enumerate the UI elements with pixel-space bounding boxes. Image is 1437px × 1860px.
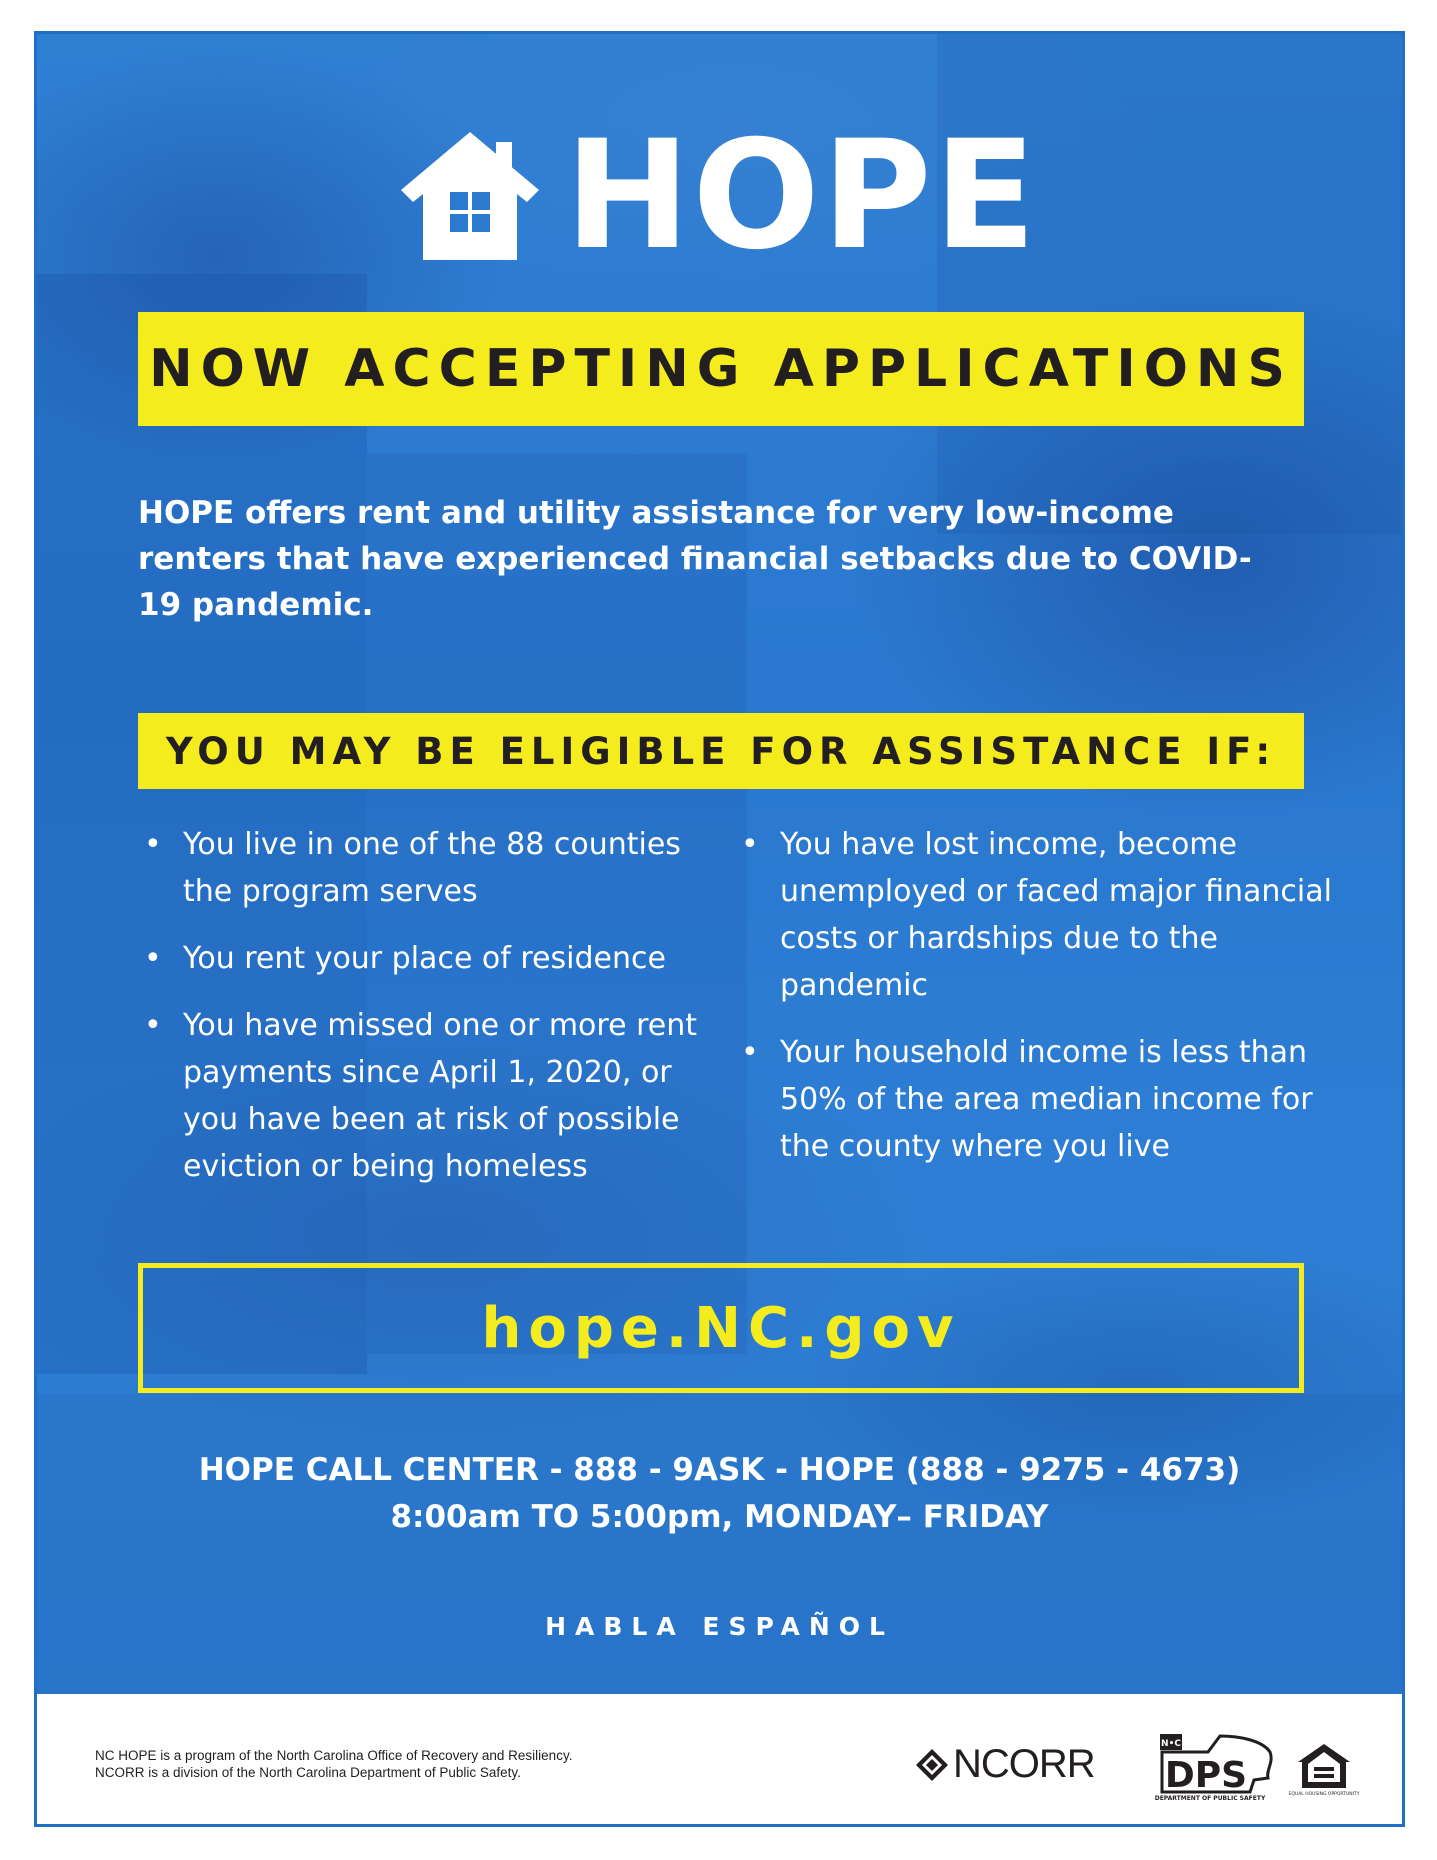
dps-main-text: DPS <box>1164 1755 1248 1796</box>
bullet: • <box>144 941 162 976</box>
criteria-list-left <box>138 821 728 1210</box>
footer-line-2: NCORR is a division of the North Carolina Department of Public Safety. <box>95 1765 521 1780</box>
footer <box>37 1694 1402 1824</box>
criterion-text: You live in one of the 88 counties the program serves <box>183 827 681 909</box>
list-item <box>138 935 728 982</box>
list-item <box>735 1029 1335 1170</box>
eligibility-heading: YOU MAY BE ELIGIBLE FOR ASSISTANCE IF: <box>165 729 1277 773</box>
criterion-text: Your household income is less than 50% of the area median income for the county where you live <box>780 1035 1313 1164</box>
criterion-text: You have lost income, become unemployed or faced major financial costs or hardships due to the pandemic <box>780 827 1332 1003</box>
intro-paragraph <box>138 490 1258 628</box>
bullet: • <box>741 827 759 862</box>
logo-wordmark: HOPE <box>564 109 1039 283</box>
equal-housing-icon <box>1288 1742 1360 1802</box>
criterion-text: You have missed one or more rent payments since April 1, 2020, or you have been at risk of possible eviction or being homeless <box>183 1008 697 1184</box>
now-accepting-banner <box>138 312 1304 426</box>
bullet: • <box>741 1035 759 1070</box>
list-item <box>138 1002 728 1190</box>
eho-text: EQUAL HOUSING OPPORTUNITY <box>1288 1792 1360 1797</box>
call-center-info <box>37 1447 1402 1541</box>
ncorr-wordmark: NCORR <box>953 1742 1095 1786</box>
call-center-hours: 8:00am TO 5:00pm, MONDAY– FRIDAY <box>390 1499 1049 1535</box>
hope-logo <box>37 109 1402 283</box>
dps-sub-text: DEPARTMENT OF PUBLIC SAFETY <box>1154 1795 1266 1802</box>
footer-disclaimer <box>95 1747 572 1781</box>
dps-logo <box>1154 1732 1278 1802</box>
flyer-frame <box>34 31 1405 1827</box>
ncorr-logo <box>915 1742 1095 1787</box>
bg-lawn <box>37 1394 1402 1694</box>
eligibility-banner <box>138 713 1304 789</box>
list-item <box>735 821 1335 1009</box>
website-box[interactable] <box>138 1263 1304 1393</box>
website-link[interactable]: hope.NC.gov <box>481 1295 961 1361</box>
footer-line-1: NC HOPE is a program of the North Carolina Office of Recovery and Resiliency. <box>95 1748 573 1763</box>
habla-espanol: HABLA ESPAÑOL <box>545 1612 894 1641</box>
bullet: • <box>144 1008 162 1043</box>
house-icon <box>401 132 539 260</box>
criterion-text: You rent your place of residence <box>183 941 666 976</box>
criteria-list-right <box>735 821 1335 1190</box>
list-item <box>138 821 728 915</box>
dps-top-text: N•C <box>1161 1739 1181 1749</box>
intro-rest: offers rent and utility assistance for very low-income renters that have experienced financial setbacks due to COVID-19 pandemic. <box>138 495 1252 623</box>
now-accepting-text: NOW ACCEPTING APPLICATIONS <box>149 339 1293 399</box>
poster-background <box>37 34 1402 1694</box>
call-center-phone: HOPE CALL CENTER - 888 - 9ASK - HOPE (888 - 9275 - 4673) <box>198 1452 1241 1488</box>
bullet: • <box>144 827 162 862</box>
ncorr-diamond-icon <box>915 1748 949 1782</box>
intro-bold: HOPE <box>138 495 235 531</box>
